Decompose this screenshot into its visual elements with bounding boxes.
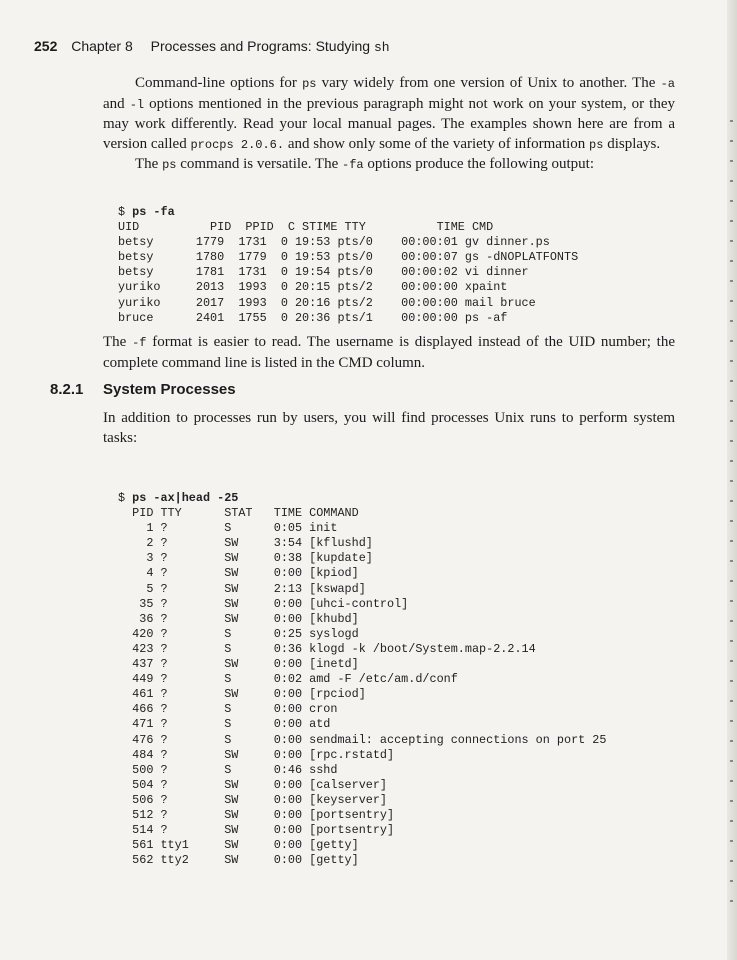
listing-line: UID PID PPID C STIME TTY TIME CMD: [118, 220, 494, 235]
inline-code: -a: [660, 77, 675, 91]
margin-tick: [730, 280, 733, 282]
listing-line: 2 ? SW 3:54 [kflushd]: [146, 536, 373, 551]
margin-tick: [730, 840, 733, 842]
listing-line: 561 tty1 SW 0:00 [getty]: [132, 838, 359, 853]
listing-body: [118, 506, 606, 867]
text-run: and: [103, 95, 130, 112]
intro-text: [103, 74, 675, 176]
listing-line: betsy 1779 1731 0 19:53 pts/0 00:00:01 gv dinner.ps: [118, 235, 550, 250]
margin-tick: [730, 220, 733, 222]
inline-code: procps 2.0.6.: [190, 137, 285, 152]
listing-line: 5 ? SW 2:13 [kswapd]: [146, 581, 366, 596]
listing-line: 437 ? SW 0:00 [inetd]: [132, 657, 359, 672]
margin-tick: [730, 340, 733, 342]
header-title-text: Processes and Programs: Studying: [150, 38, 371, 54]
margin-tick: [730, 140, 733, 142]
margin-tick: [730, 860, 733, 862]
margin-tick: [730, 560, 733, 562]
paragraph-system-processes: [103, 409, 675, 448]
text-run: In addition to processes run by users, you will find processes Unix runs to perform system tasks:: [103, 410, 675, 446]
paragraph-f-format: [103, 333, 675, 373]
margin-tick: [730, 620, 733, 622]
code-listing-ps-ax: [118, 491, 606, 868]
margin-tick: [730, 540, 733, 542]
margin-tick: [730, 500, 733, 502]
section-heading: [50, 381, 236, 398]
margin-tick: [730, 680, 733, 682]
text-run: The: [135, 156, 163, 172]
margin-tick: [730, 160, 733, 162]
margin-tick: [730, 200, 733, 202]
margin-tick: [730, 580, 733, 582]
margin-tick: [730, 360, 733, 362]
text-run: format is easier to read. The username is displayed instead of the UID number; the complete command line is listed in the CMD column.: [103, 334, 675, 371]
margin-tick: [730, 120, 733, 122]
chapter-label: Chapter 8: [71, 38, 133, 54]
listing-body: [118, 220, 578, 325]
margin-tick: [730, 400, 733, 402]
margin-tick: [730, 820, 733, 822]
margin-ticks: [730, 120, 733, 940]
paragraph-ps-options: [103, 74, 675, 155]
listing-line: 471 ? S 0:00 atd: [132, 717, 331, 732]
header-title: [151, 38, 390, 54]
listing-line: 512 ? SW 0:00 [portsentry]: [132, 807, 395, 822]
text-run: vary widely from one version of Unix to another. The: [316, 75, 661, 91]
paragraph-ps-versatile: [103, 155, 675, 176]
listing-line: bruce 2401 1755 0 20:36 pts/1 00:00:00 ps -af: [118, 310, 508, 325]
listing-line: 506 ? SW 0:00 [keyserver]: [132, 792, 388, 807]
inline-code: ps: [302, 77, 317, 91]
listing-line: PID TTY STAT TIME COMMAND: [132, 506, 359, 521]
margin-tick: [730, 480, 733, 482]
listing-prompt: $: [118, 205, 133, 219]
text-run: Command-line options for: [135, 75, 303, 91]
page-number: 252: [34, 38, 58, 54]
margin-tick: [730, 600, 733, 602]
running-header: [34, 38, 717, 55]
inline-code: ps: [589, 137, 604, 152]
listing-line: 484 ? SW 0:00 [rpc.rstatd]: [132, 747, 395, 762]
paragraph-f-format-wrap: [103, 333, 675, 373]
listing-line: yuriko 2013 1993 0 20:15 pts/2 00:00:00 xpaint: [118, 280, 508, 295]
margin-tick: [730, 300, 733, 302]
section-number: 8.2.1: [50, 381, 84, 398]
margin-tick: [730, 660, 733, 662]
listing-command: ps -ax|head -25: [132, 491, 239, 505]
inline-code: -f: [132, 336, 147, 350]
margin-tick: [730, 640, 733, 642]
margin-tick: [730, 240, 733, 242]
text-run: options produce the following output:: [363, 156, 594, 172]
margin-tick: [730, 440, 733, 442]
margin-tick: [730, 900, 733, 902]
listing-line: yuriko 2017 1993 0 20:16 pts/2 00:00:00 mail bruce: [118, 295, 536, 310]
listing-line: betsy 1781 1731 0 19:54 pts/0 00:00:02 vi dinner: [118, 265, 529, 280]
listing-line: 500 ? S 0:46 sshd: [132, 762, 338, 777]
inline-code: -fa: [342, 158, 364, 172]
margin-tick: [730, 180, 733, 182]
margin-tick: [730, 740, 733, 742]
margin-tick: [730, 760, 733, 762]
header-title-code: sh: [373, 40, 390, 55]
listing-line: 476 ? S 0:00 sendmail: accepting connections on port 25: [132, 732, 607, 747]
margin-tick: [730, 780, 733, 782]
listing-prompt: $: [118, 491, 133, 505]
listing-line: 449 ? S 0:02 amd -F /etc/am.d/conf: [132, 672, 458, 687]
inline-code: -l: [129, 97, 145, 112]
section-title: System Processes: [103, 381, 236, 398]
listing-line: 514 ? SW 0:00 [portsentry]: [132, 823, 395, 838]
code-listing-ps-fa: [118, 205, 578, 326]
listing-line: 35 ? SW 0:00 [uhci-control]: [139, 596, 409, 611]
listing-command: ps -fa: [132, 205, 175, 219]
text-run: command is versatile. The: [176, 156, 342, 172]
margin-tick: [730, 320, 733, 322]
margin-tick: [730, 380, 733, 382]
margin-tick: [730, 460, 733, 462]
margin-tick: [730, 260, 733, 262]
text-run: and show only some of the variety of information: [284, 135, 590, 152]
listing-line: 504 ? SW 0:00 [calserver]: [132, 777, 388, 792]
listing-line: 4 ? SW 0:00 [kpiod]: [146, 566, 359, 581]
listing-line: 562 tty2 SW 0:00 [getty]: [118, 853, 359, 868]
listing-line: 423 ? S 0:36 klogd -k /boot/System.map-2.2.14: [132, 641, 536, 656]
margin-tick: [730, 800, 733, 802]
margin-tick: [730, 720, 733, 722]
margin-tick: [730, 420, 733, 422]
inline-code: ps: [162, 158, 177, 172]
listing-line: 36 ? SW 0:00 [khubd]: [139, 611, 359, 626]
margin-tick: [730, 700, 733, 702]
text-run: displays.: [603, 135, 661, 152]
margin-tick: [730, 880, 733, 882]
text-run: The: [103, 334, 133, 350]
listing-line: 466 ? S 0:00 cron: [132, 702, 338, 717]
listing-line: 461 ? SW 0:00 [rpciod]: [132, 687, 366, 702]
listing-line: 420 ? S 0:25 syslogd: [132, 626, 359, 641]
margin-tick: [730, 520, 733, 522]
listing-line: betsy 1780 1779 0 19:53 pts/0 00:00:07 gs -dNOPLATFONTS: [118, 250, 579, 265]
paragraph-system-wrap: [103, 409, 675, 448]
listing-line: 3 ? SW 0:38 [kupdate]: [146, 551, 373, 566]
text-run: options mentioned in the previous paragraph might not work on your system, or they may work differently. Read your local manual pages. The examples shown here are from a version called: [103, 95, 675, 152]
listing-line: 1 ? S 0:05 init: [146, 521, 338, 536]
